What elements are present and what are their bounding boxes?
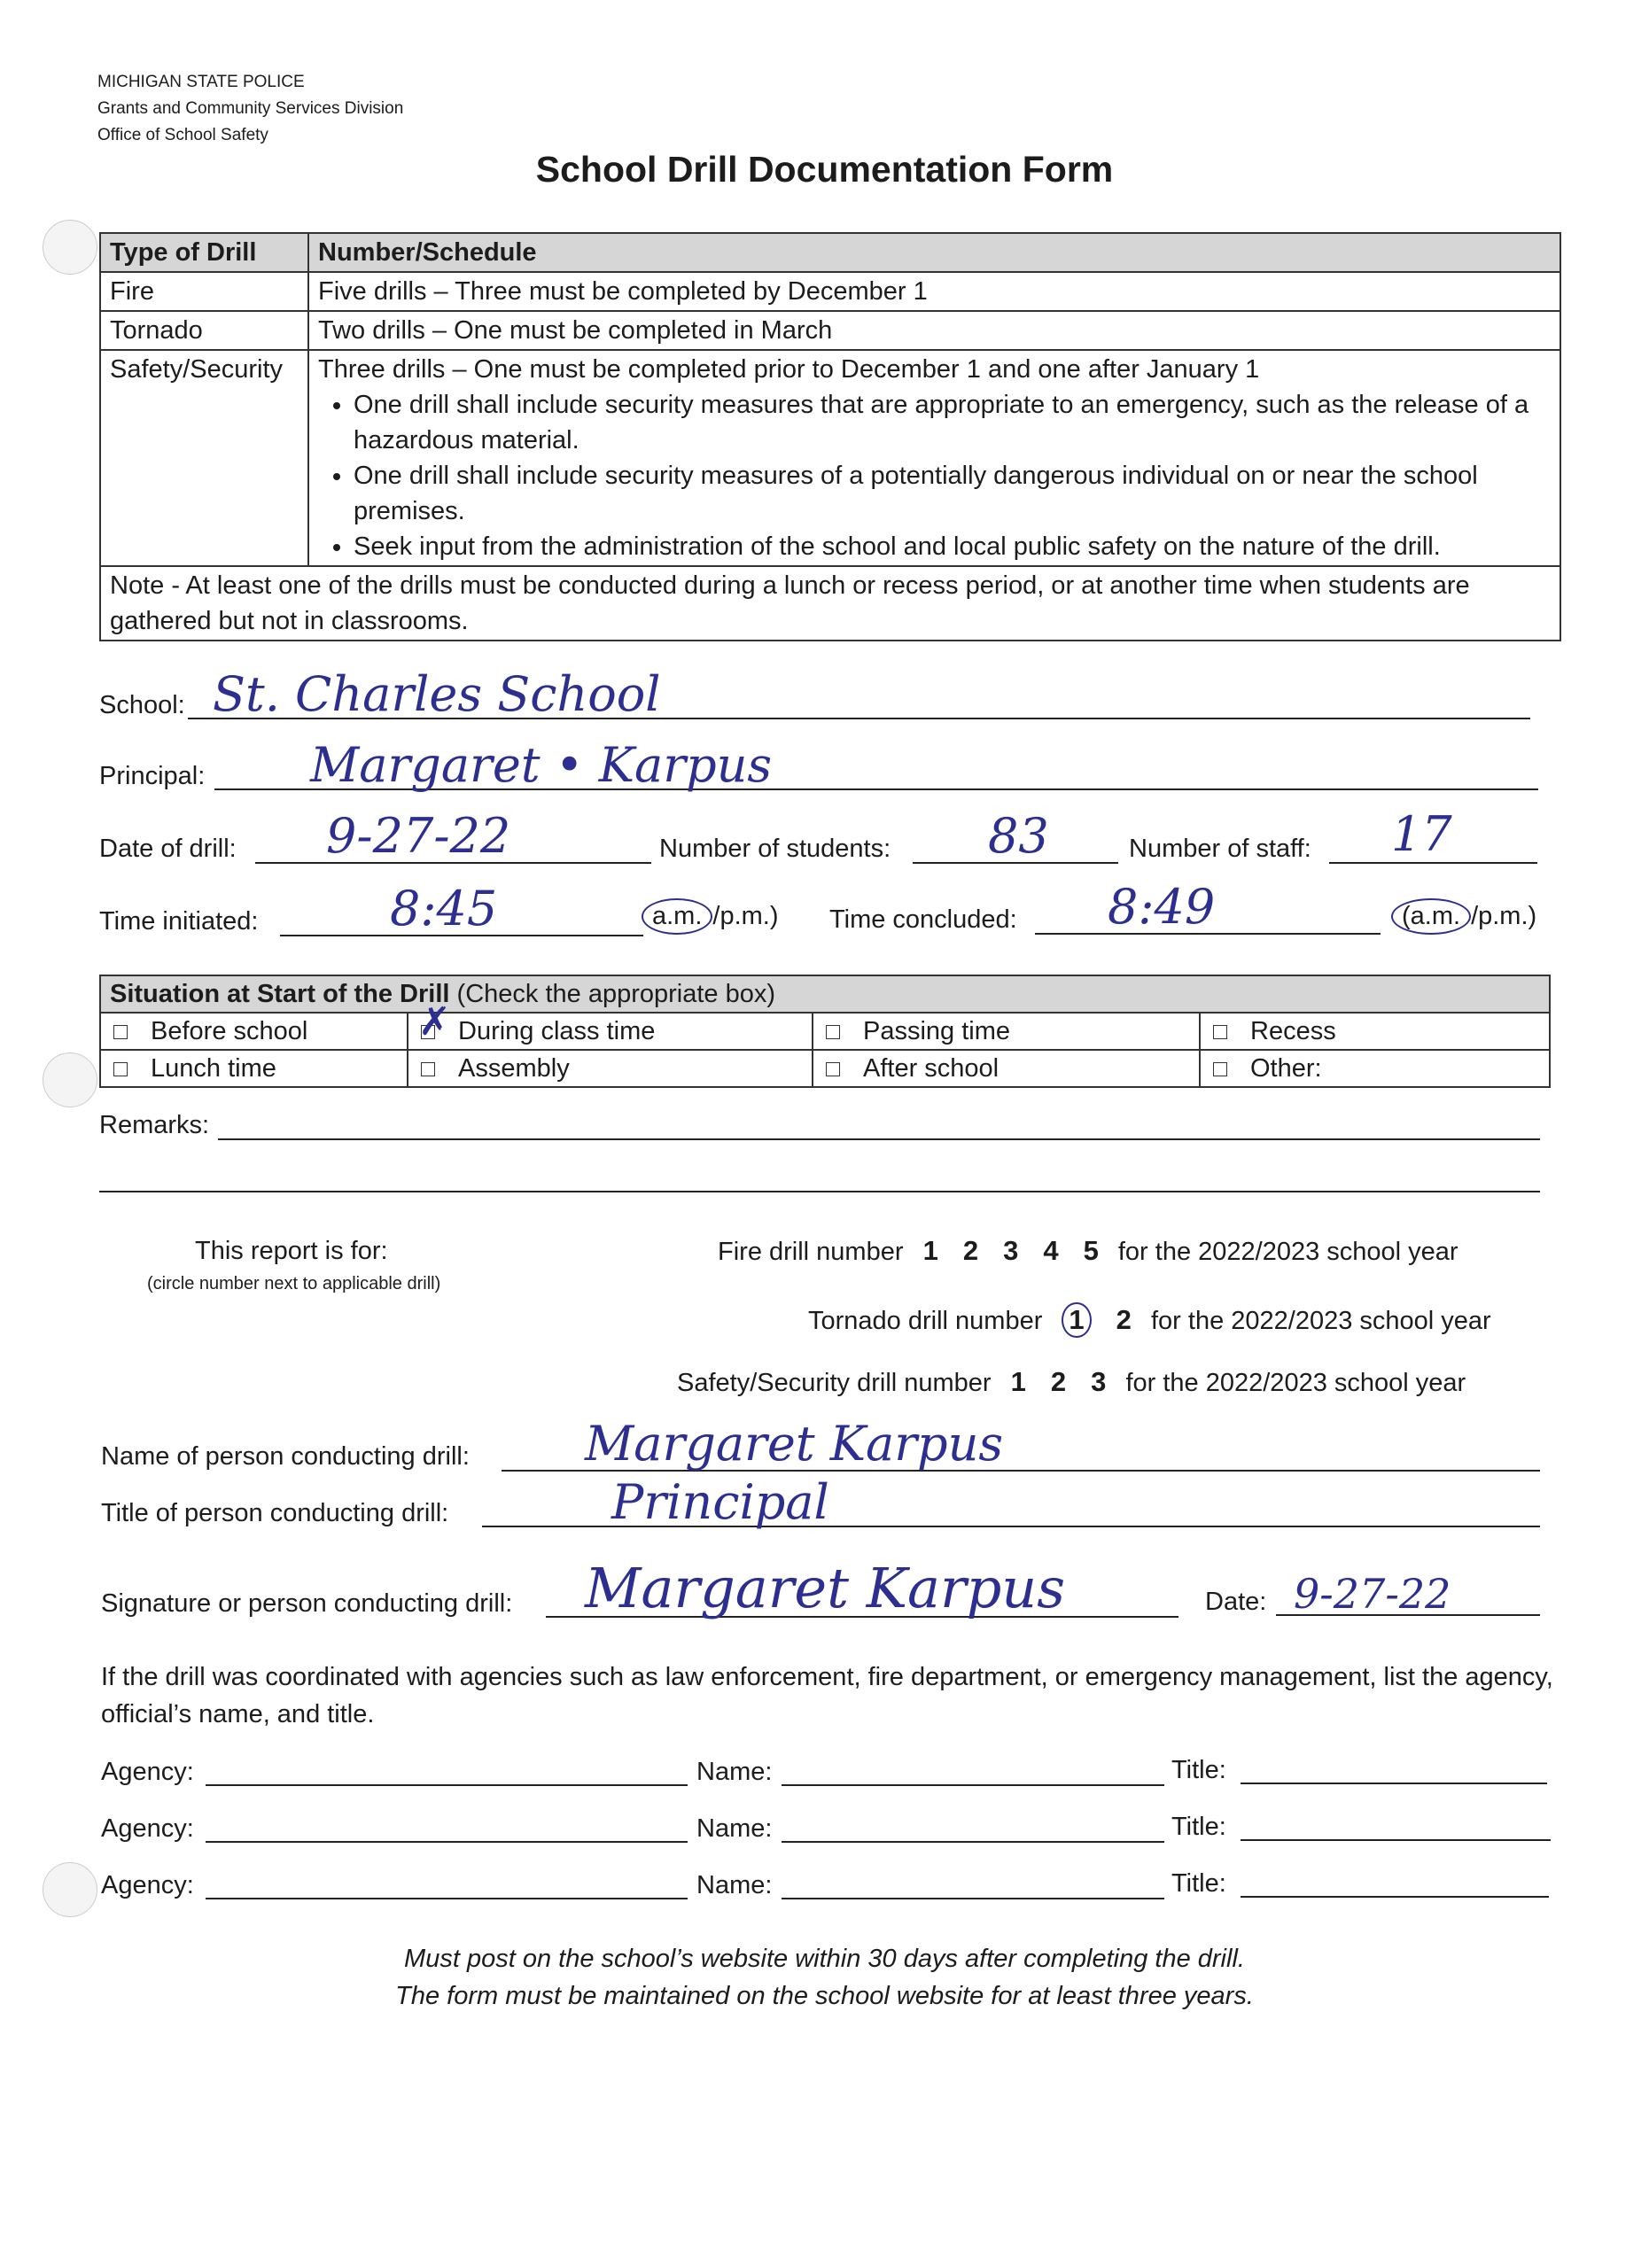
title-label: Title: (1171, 1869, 1226, 1898)
safety-number[interactable]: 2 (1050, 1366, 1067, 1397)
fire-number[interactable]: 1 (922, 1235, 938, 1266)
staff-field[interactable]: 17 (1391, 806, 1452, 862)
bullet-item: • One drill shall include security measures that are appropriate to an emergency, such as the release of a hazardous material. (354, 387, 1551, 458)
title-label: Title: (1171, 1756, 1226, 1784)
school-year-text: for the 2022/2023 school year (1117, 1238, 1458, 1266)
safety-number[interactable]: 3 (1091, 1366, 1107, 1397)
agency-line-1: MICHIGAN STATE POLICE (97, 73, 305, 91)
option-assembly[interactable] (408, 1050, 813, 1087)
name-field[interactable] (782, 1841, 1164, 1843)
checkbox[interactable] (826, 1062, 840, 1076)
students-field[interactable]: 83 (988, 808, 1049, 864)
option-label: During class time (458, 1017, 656, 1045)
safety-drill-row (677, 1366, 1466, 1398)
option-label: Lunch time (151, 1054, 276, 1083)
ampm-initiated[interactable] (642, 898, 779, 935)
checkbox[interactable] (113, 1062, 128, 1076)
agency-field[interactable] (206, 1898, 688, 1899)
drill-note: Note - At least one of the drills must be conducted during a lunch or recess period, or at another time when students are gathered but not in classrooms. (100, 566, 1560, 641)
fire-drill-label: Fire drill number (718, 1238, 904, 1266)
fire-drill-row (718, 1235, 1458, 1267)
name-label: Name: (696, 1758, 773, 1786)
fire-number[interactable]: 3 (1003, 1235, 1019, 1266)
school-field[interactable]: St. Charles School (213, 666, 661, 722)
option-during-class[interactable] (408, 1013, 813, 1050)
drill-requirements-table (99, 232, 1561, 641)
table-row (100, 272, 1560, 311)
tornado-drill-label: Tornado drill number (808, 1307, 1043, 1335)
footer-line-2: The form must be maintained on the school website for at least three years. (395, 1982, 1254, 2010)
option-label: Recess (1250, 1017, 1336, 1045)
option-label: After school (863, 1054, 1000, 1083)
option-label: Passing time (863, 1017, 1011, 1045)
table-row (100, 1050, 1550, 1087)
drill-type: Fire (100, 272, 308, 311)
fire-number[interactable]: 4 (1043, 1235, 1059, 1266)
situation-table (99, 975, 1551, 1088)
drill-schedule: Three drills – One must be completed prior to December 1 and one after January 1 (318, 355, 1260, 384)
agency-line-2: Grants and Community Services Division (97, 99, 404, 118)
option-after-school[interactable] (813, 1050, 1200, 1087)
fire-number[interactable]: 5 (1083, 1235, 1099, 1266)
drill-type: Tornado (100, 311, 308, 350)
report-for-hint: (circle number next to applicable drill) (147, 1274, 441, 1293)
name-label: Name: (696, 1871, 773, 1899)
safety-drill-label: Safety/Security drill number (677, 1369, 992, 1397)
report-for-label: This report is for: (195, 1237, 388, 1265)
signature-field[interactable]: Margaret Karpus (585, 1556, 1066, 1620)
coordination-text: If the drill was coordinated with agencies such as law enforcement, fire department, or emergency management, list the agency, official’s name, and title. (101, 1663, 1553, 1728)
signature-date-label: Date: (1205, 1588, 1267, 1616)
name-label: Name: (696, 1814, 773, 1843)
principal-field[interactable]: Margaret • Karpus (310, 737, 773, 793)
am-circled: a.m. (642, 898, 712, 935)
date-of-drill-field[interactable]: 9-27-22 (326, 808, 511, 864)
checkbox[interactable] (421, 1062, 435, 1076)
option-passing-time[interactable] (813, 1013, 1200, 1050)
school-year-text: for the 2022/2023 school year (1150, 1307, 1491, 1335)
checkbox[interactable] (113, 1025, 128, 1039)
safety-bullets (318, 387, 1551, 564)
hole-punch (43, 220, 97, 275)
col-type-of-drill: Type of Drill (100, 233, 308, 272)
title-label: Title: (1171, 1813, 1226, 1841)
tornado-number[interactable]: 2 (1116, 1304, 1132, 1335)
fire-number[interactable]: 2 (962, 1235, 979, 1266)
situation-title: Situation at Start of the Drill (110, 980, 450, 1008)
checkbox[interactable] (1213, 1025, 1227, 1039)
remarks-label: Remarks: (99, 1111, 210, 1139)
tornado-drill-row (808, 1302, 1491, 1338)
option-label: Assembly (458, 1054, 570, 1083)
time-concluded-label: Time concluded: (829, 905, 1017, 934)
option-label: Other: (1250, 1054, 1322, 1083)
conductor-title-field[interactable]: Principal (611, 1474, 829, 1530)
pm-option: /p.m.) (712, 902, 779, 930)
drill-schedule: Two drills – One must be completed in March (308, 311, 1560, 350)
conductor-name-label: Name of person conducting drill: (101, 1442, 470, 1471)
school-year-text: for the 2022/2023 school year (1125, 1369, 1466, 1397)
table-row (100, 566, 1560, 641)
checkbox[interactable] (826, 1025, 840, 1039)
conductor-name-field[interactable]: Margaret Karpus (585, 1416, 1004, 1472)
signature-label: Signature or person conducting drill: (101, 1589, 513, 1618)
situation-header (100, 975, 1550, 1013)
table-row (100, 311, 1560, 350)
remarks-line-1[interactable] (218, 1138, 1540, 1140)
col-number-schedule: Number/Schedule (308, 233, 1560, 272)
hole-punch (43, 1862, 97, 1917)
option-recess[interactable] (1200, 1013, 1550, 1050)
agency-label: Agency: (101, 1871, 194, 1899)
agency-label: Agency: (101, 1758, 194, 1786)
bullet-item: • One drill shall include security measures of a potentially dangerous individual on or near the school premises. (354, 458, 1551, 529)
time-initiated-label: Time initiated: (99, 907, 259, 936)
drill-type: Safety/Security (100, 350, 308, 566)
checkbox[interactable] (1213, 1062, 1227, 1076)
title-field[interactable] (1241, 1783, 1547, 1784)
name-field[interactable] (782, 1898, 1164, 1899)
option-before-school[interactable] (100, 1013, 408, 1050)
footer-line-1: Must post on the school’s website within 30 days after completing the drill. (404, 1945, 1245, 1973)
agency-label: Agency: (101, 1814, 194, 1843)
option-label: Before school (151, 1017, 308, 1045)
agency-field[interactable] (206, 1784, 688, 1786)
hole-punch (43, 1052, 97, 1107)
option-other[interactable] (1200, 1050, 1550, 1087)
table-row (100, 350, 1560, 566)
form-title: School Drill Documentation Form (535, 149, 1114, 190)
situation-instruction: (Check the appropriate box) (456, 980, 776, 1008)
pm-option: /p.m.) (1471, 902, 1537, 930)
drill-schedule-cell (308, 350, 1560, 566)
drill-schedule: Five drills – Three must be completed by December 1 (308, 272, 1560, 311)
agency-line-3: Office of School Safety (97, 126, 268, 144)
ampm-concluded[interactable] (1391, 898, 1536, 935)
name-field[interactable] (782, 1784, 1164, 1786)
tornado-number-circled[interactable]: 1 (1062, 1302, 1091, 1338)
signature-date-field[interactable]: 9-27-22 (1294, 1570, 1451, 1618)
option-lunch-time[interactable] (100, 1050, 408, 1087)
time-concluded-field[interactable]: 8:49 (1108, 879, 1216, 935)
remarks-line-2[interactable] (99, 1191, 1540, 1192)
bullet-item: • Seek input from the administration of the school and local public safety on the nature of the drill. (354, 529, 1551, 564)
date-of-drill-label: Date of drill: (99, 835, 237, 863)
title-field[interactable] (1241, 1839, 1551, 1841)
students-label: Number of students: (659, 835, 891, 863)
table-row (100, 1013, 1550, 1050)
safety-number[interactable]: 1 (1010, 1366, 1026, 1397)
conductor-title-label: Title of person conducting drill: (101, 1499, 449, 1527)
checkbox-checked[interactable] (421, 1025, 435, 1039)
staff-line (1329, 862, 1537, 864)
time-initiated-field[interactable]: 8:45 (390, 881, 498, 936)
school-label: School: (99, 691, 185, 719)
principal-label: Principal: (99, 762, 206, 790)
agency-field[interactable] (206, 1841, 688, 1843)
am-circled: (a.m. (1391, 898, 1471, 935)
staff-label: Number of staff: (1129, 835, 1311, 863)
title-field[interactable] (1241, 1896, 1549, 1898)
